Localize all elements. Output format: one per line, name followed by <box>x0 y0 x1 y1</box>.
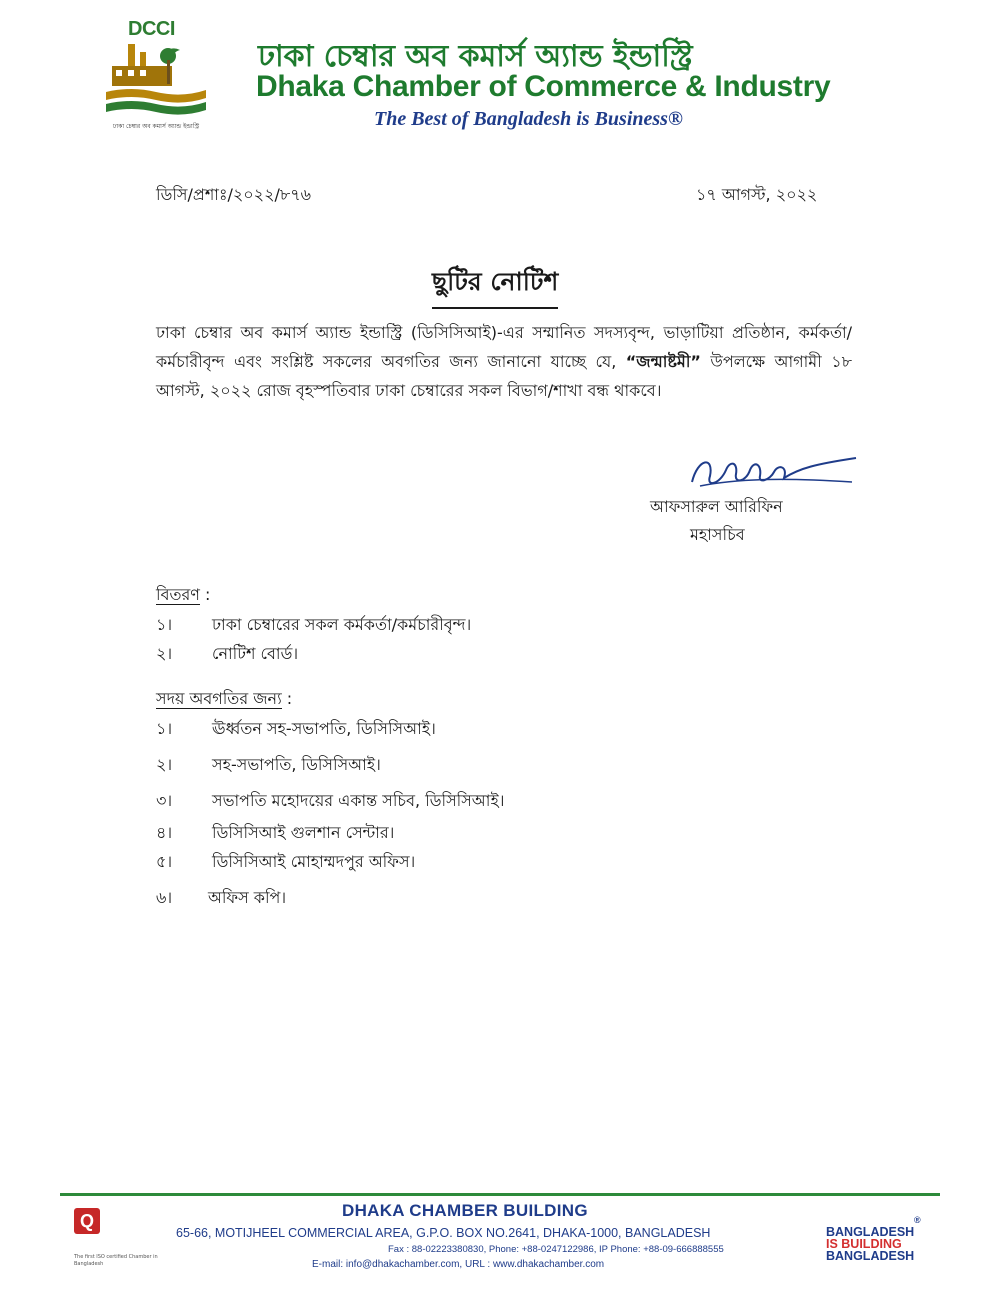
information-heading-label: সদয় অবগতির জন্য <box>156 689 282 708</box>
letter-date: ১৭ আগস্ট, ২০২২ <box>696 185 818 204</box>
bib-line-3: BANGLADESH <box>826 1249 915 1263</box>
item-number: ২। <box>156 755 173 774</box>
footer-building-name: DHAKA CHAMBER BUILDING <box>342 1201 588 1220</box>
logo-caption: ঢাকা চেম্বার অব কমার্স অ্যান্ড ইন্ডাস্ট্রি <box>112 123 199 130</box>
item-text: ডিসিসিআই গুলশান সেন্টার। <box>212 823 395 842</box>
body-text-intro: ঢাকা চেম্বার অব কমার্স অ্যান্ড ইন্ডাস্ট্রি (ডিসিসিআই)-এর সম্মানিত সদস্যবৃন্দ, ভাড়াটিয়া প্রতিষ্ঠান, কর্মকর্তা/কর্মচারীবৃন্দ এবং সংশ্লিষ্ট সকলের অবগতির জন্য জানানো যাচ্ছে যে, <box>156 323 852 371</box>
signature-image <box>680 448 860 498</box>
signer-designation: মহাসচিব <box>690 525 745 544</box>
item-text: ঊর্ধ্বতন সহ-সভাপতি, ডিসিসিআই। <box>212 719 436 738</box>
item-number: ৫। <box>156 852 173 871</box>
bib-line-1: BANGLADESH <box>826 1225 915 1239</box>
distribution-heading-label: বিতরণ <box>156 585 200 604</box>
signer-name: আফসারুল আরিফিন <box>650 497 783 516</box>
dcci-logo <box>100 18 212 136</box>
notice-body <box>156 318 852 405</box>
item-number: ৪। <box>156 823 173 842</box>
item-text: নোটিশ বোর্ড। <box>212 644 299 663</box>
item-text: অফিস কপি। <box>208 888 287 907</box>
footer-divider <box>60 1193 940 1196</box>
item-text: ঢাকা চেম্বারের সকল কর্মকর্তা/কর্মচারীবৃন্দ। <box>212 615 472 634</box>
footer-address: 65-66, MOTIJHEEL COMMERCIAL AREA, G.P.O. BOX NO.2641, DHAKA-1000, BANGLADESH <box>176 1226 711 1240</box>
festival-name: “জন্মাষ্টমী” <box>625 352 701 371</box>
distribution-heading: বিতরণ : <box>156 585 211 604</box>
iso-certification-icon: Q <box>74 1208 100 1234</box>
footer-phones: Fax : 88-02223380830, Phone: +88-0247122986, IP Phone: +88-09-666888555 <box>388 1244 724 1255</box>
footer-contact: E-mail: info@dhakachamber.com, URL : www.dhakachamber.com <box>312 1259 605 1270</box>
body-text-closure: উপলক্ষে আগামী ১৮ আগস্ট, ২০২২ রোজ বৃহস্পতিবার ঢাকা চেম্বারের সকল বিভাগ/শাখা বন্ধ থাকবে। <box>156 352 852 400</box>
item-number: ১। <box>156 615 173 634</box>
item-text: সভাপতি মহোদয়ের একান্ত সচিব, ডিসিসিআই। <box>212 791 505 810</box>
reference-number: ডিসি/প্রশাঃ/২০২২/৮৭৬ <box>156 185 312 204</box>
org-title-bangla: ঢাকা চেম্বার অব কমার্স অ্যান্ড ইন্ডাস্ট্রি <box>258 39 693 74</box>
information-heading: সদয় অবগতির জন্য : <box>156 689 293 708</box>
registered-mark: ® <box>914 1215 921 1225</box>
item-number: ৩। <box>156 791 173 810</box>
item-number: ৬। <box>156 888 173 907</box>
item-text: ডিসিসিআই মোহাম্মদপুর অফিস। <box>212 852 416 871</box>
item-number: ১। <box>156 719 173 738</box>
bangladesh-is-building-logo <box>826 1215 921 1263</box>
bib-line-2: IS BUILDING <box>826 1237 902 1251</box>
logo-acronym: DCCI <box>128 18 175 40</box>
iso-caption: The first ISO certified Chamber in Bangladesh <box>74 1254 158 1267</box>
factory-emblem-icon <box>102 40 210 122</box>
item-number: ২। <box>156 644 173 663</box>
notice-heading: ছুটির নোটিশ <box>432 262 558 309</box>
item-text: সহ-সভাপতি, ডিসিসিআই। <box>212 755 381 774</box>
org-tagline: The Best of Bangladesh is Business® <box>374 108 683 130</box>
org-title-english: Dhaka Chamber of Commerce & Industry <box>256 70 831 103</box>
